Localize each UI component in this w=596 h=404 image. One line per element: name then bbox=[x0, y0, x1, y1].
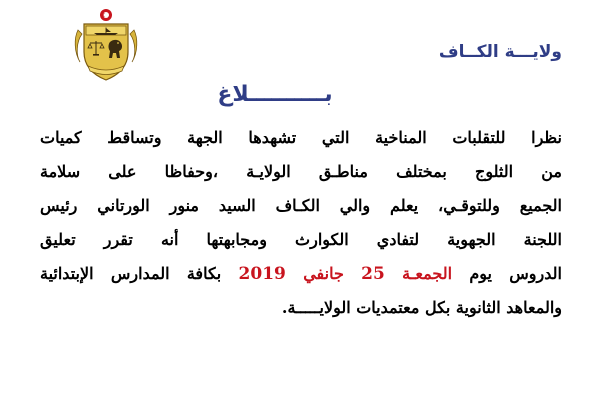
notice-line-6: والمعاهد الثانوية بكل معتمديات الولايـــــة. bbox=[281, 298, 562, 317]
notice-line-5-end: بكافة المدارس الإبتدائية bbox=[40, 264, 222, 283]
closure-day: الجمعـة bbox=[402, 264, 453, 283]
notice-line-4: اللجنة الجهوية لتفادي الكوارث ومجابهتها أنه تقرر تعليق bbox=[40, 230, 562, 249]
tunisia-coat-of-arms-icon bbox=[72, 8, 140, 82]
closure-month: جانفي bbox=[303, 264, 344, 283]
notice-line-5-start: الدروس يوم bbox=[469, 264, 562, 283]
notice-line-2: من الثلوج بمختلف مناطـق الولايـة ،وحفاظا على سلامة bbox=[40, 162, 562, 181]
governorate-name: ولايـــة الكــاف bbox=[438, 42, 562, 62]
notice-line-3: الجميع وللتوقـي، يعلم والي الكـاف السيد منور الورتاني رئيس bbox=[40, 196, 562, 215]
notice-line-5 bbox=[40, 264, 562, 284]
notice-line-1: نظرا للتقلبات المناخية التي تشهدها الجهة وتساقط كميات bbox=[40, 128, 562, 147]
closure-year: 2019 bbox=[238, 264, 286, 284]
closure-day-number: 25 bbox=[361, 264, 385, 284]
notice-title: بــــــــــلاغ bbox=[217, 82, 333, 107]
